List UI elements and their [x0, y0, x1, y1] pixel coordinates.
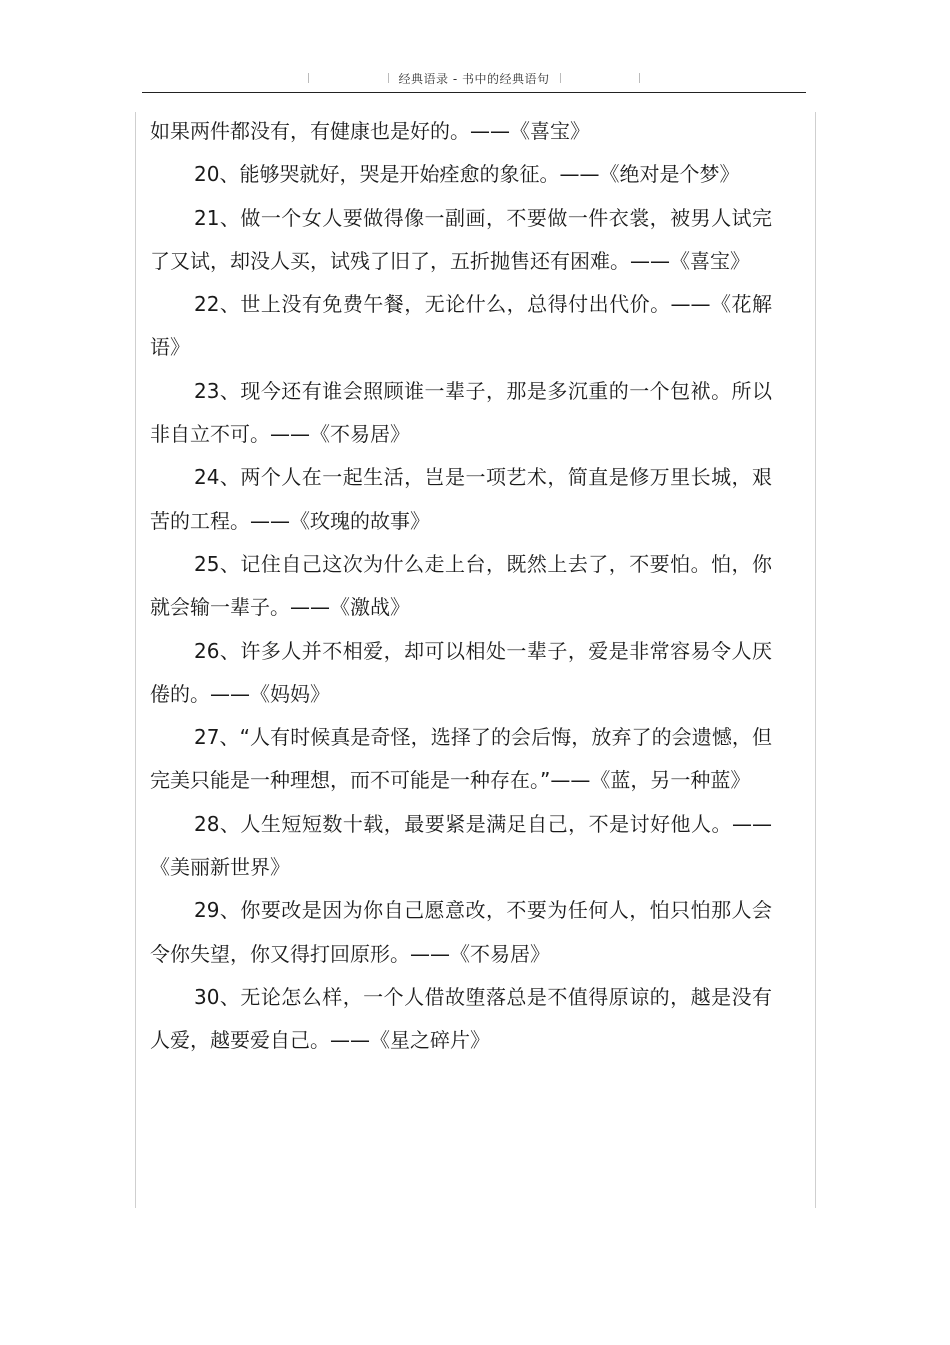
- quote-paragraph: 21、做一个女人要做得像一副画，不要做一件衣裳，被男人试完了又试，却没人买，试残了旧了，五折抛售还有困难。——《喜宝》: [150, 205, 772, 273]
- quote-paragraph: 27、“人有时候真是奇怪，选择了的会后悔，放弃了的会遗憾，但完美只能是一种理想，而不可能是一种存在。”——《蓝，另一种蓝》: [150, 725, 772, 793]
- page-frame-right-rule: [815, 112, 816, 1208]
- page-frame-left-rule: [135, 112, 136, 1208]
- quote-paragraph: 25、记住自己这次为什么走上台，既然上去了，不要怕。怕，你就会输一辈子。——《激战》: [150, 551, 772, 620]
- quote-paragraph: 如果两件都没有，有健康也是好的。——《喜宝》: [150, 119, 590, 143]
- quote-paragraph: 24、两个人在一起生活，岂是一项艺术，简直是修万里长城，艰苦的工程。——《玫瑰的故事》: [150, 465, 772, 533]
- quote-paragraph: 29、你要改是因为你自己愿意改，不要为任何人，怕只怕那人会令你失望，你又得打回原形。——《不易居》: [150, 898, 772, 966]
- quote-list: [150, 110, 772, 1063]
- quote-paragraph: 26、许多人并不相爱，却可以相处一辈子，爱是非常容易令人厌倦的。——《妈妈》: [150, 638, 772, 706]
- header-title: 经典语录 - 书中的经典语句: [398, 72, 550, 86]
- page-header: [142, 66, 806, 93]
- quote-paragraph: 22、世上没有免费午餐，无论什么，总得付出代价。——《花解语》: [150, 292, 772, 360]
- quote-paragraph: 28、人生短短数十载，最要紧是满足自己，不是讨好他人。——《美丽新世界》: [150, 811, 772, 880]
- quote-paragraph: 20、能够哭就好，哭是开始痊愈的象征。——《绝对是个梦》: [194, 162, 740, 187]
- quote-paragraph: 23、现今还有谁会照顾谁一辈子，那是多沉重的一个包袱。所以非自立不可。——《不易居》: [150, 378, 772, 447]
- quote-paragraph: 30、无论怎么样，一个人借故堕落总是不值得原谅的，越是没有人爱，越要爱自己。——《星之碎片》: [150, 984, 772, 1053]
